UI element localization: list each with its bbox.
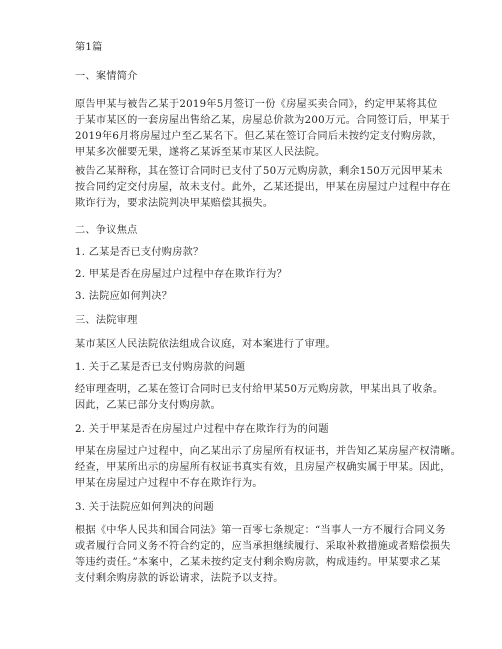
paragraph-line: 2019年6月将房屋过户至乙某名下。但乙某在签订合同后未按约定支付购房款， — [75, 131, 443, 142]
section-heading-disputes: 二、争议焦点 — [75, 225, 138, 236]
paragraph-line: 支付剩余购房款的诉讼请求，法院予以支持。 — [75, 573, 284, 584]
chapter-title: 第1篇 — [75, 42, 103, 53]
paragraph-line: 甲某在房屋过户过程中不存在欺诈行为。 — [75, 478, 263, 489]
paragraph-line: 原告甲某与被告乙某于2019年5月签订一份《房屋买卖合同》，约定甲某将其位 — [75, 99, 438, 110]
list-item: 3. 法院应如何判决？ — [75, 291, 173, 302]
list-item: 1. 乙某是否已支付购房款？ — [75, 247, 204, 258]
paragraph-line: 因此，乙某已部分支付购房款。 — [75, 400, 222, 411]
issue-title: 2. 关于甲某是否在房屋过户过程中存在欺诈行为的问题 — [75, 424, 329, 435]
section-heading-case-summary: 一、案情简介 — [75, 71, 138, 82]
paragraph-line: 某市某区人民法院依法组成合议庭，对本案进行了审理。 — [75, 339, 336, 350]
paragraph-line: 根据《中华人民共和国合同法》第一百零七条规定：“当事人一方不履行合同义务 — [75, 525, 446, 536]
paragraph-line: 欺诈行为，要求法院判决甲某赔偿其损失。 — [75, 198, 274, 209]
paragraph-line: 甲某多次催要无果，遂将乙某诉至某市某区人民法院。 — [75, 147, 326, 158]
paragraph-line: 经审理查明，乙某在签订合同时已支付给甲某50万元购房款，甲某出具了收条。 — [75, 384, 444, 395]
paragraph-line: 或者履行合同义务不符合约定的，应当承担继续履行、采取补救措施或者赔偿损失 — [75, 541, 451, 552]
paragraph-line: 甲某在房屋过户过程中，向乙某出示了房屋所有权证书，并告知乙某房屋产权清晰。 — [75, 446, 462, 457]
paragraph-line: 等违约责任。”本案中，乙某未按约定支付剩余购房款，构成违约。甲某要求乙某 — [75, 557, 441, 568]
issue-title: 3. 关于法院应如何判决的问题 — [75, 502, 214, 513]
issue-title: 1. 关于乙某是否已支付购房款的问题 — [75, 362, 246, 373]
paragraph-line: 被告乙某辩称，其在签订合同时已支付了50万元购房款，剩余150万元因甲某未 — [75, 166, 443, 177]
paragraph-line: 按合同约定交付房屋，故未支付。此外，乙某还提出，甲某在房屋过户过程中存在 — [75, 182, 451, 193]
section-heading-court-review: 三、法院审理 — [75, 315, 138, 326]
paragraph-line: 于某市某区的一套房屋出售给乙某，房屋总价款为200万元。合同签订后，甲某于 — [75, 115, 451, 126]
paragraph-line: 经查，甲某所出示的房屋所有权证书真实有效，且房屋产权确实属于甲某。因此， — [75, 462, 451, 473]
list-item: 2. 甲某是否在房屋过户过程中存在欺诈行为？ — [75, 269, 288, 280]
